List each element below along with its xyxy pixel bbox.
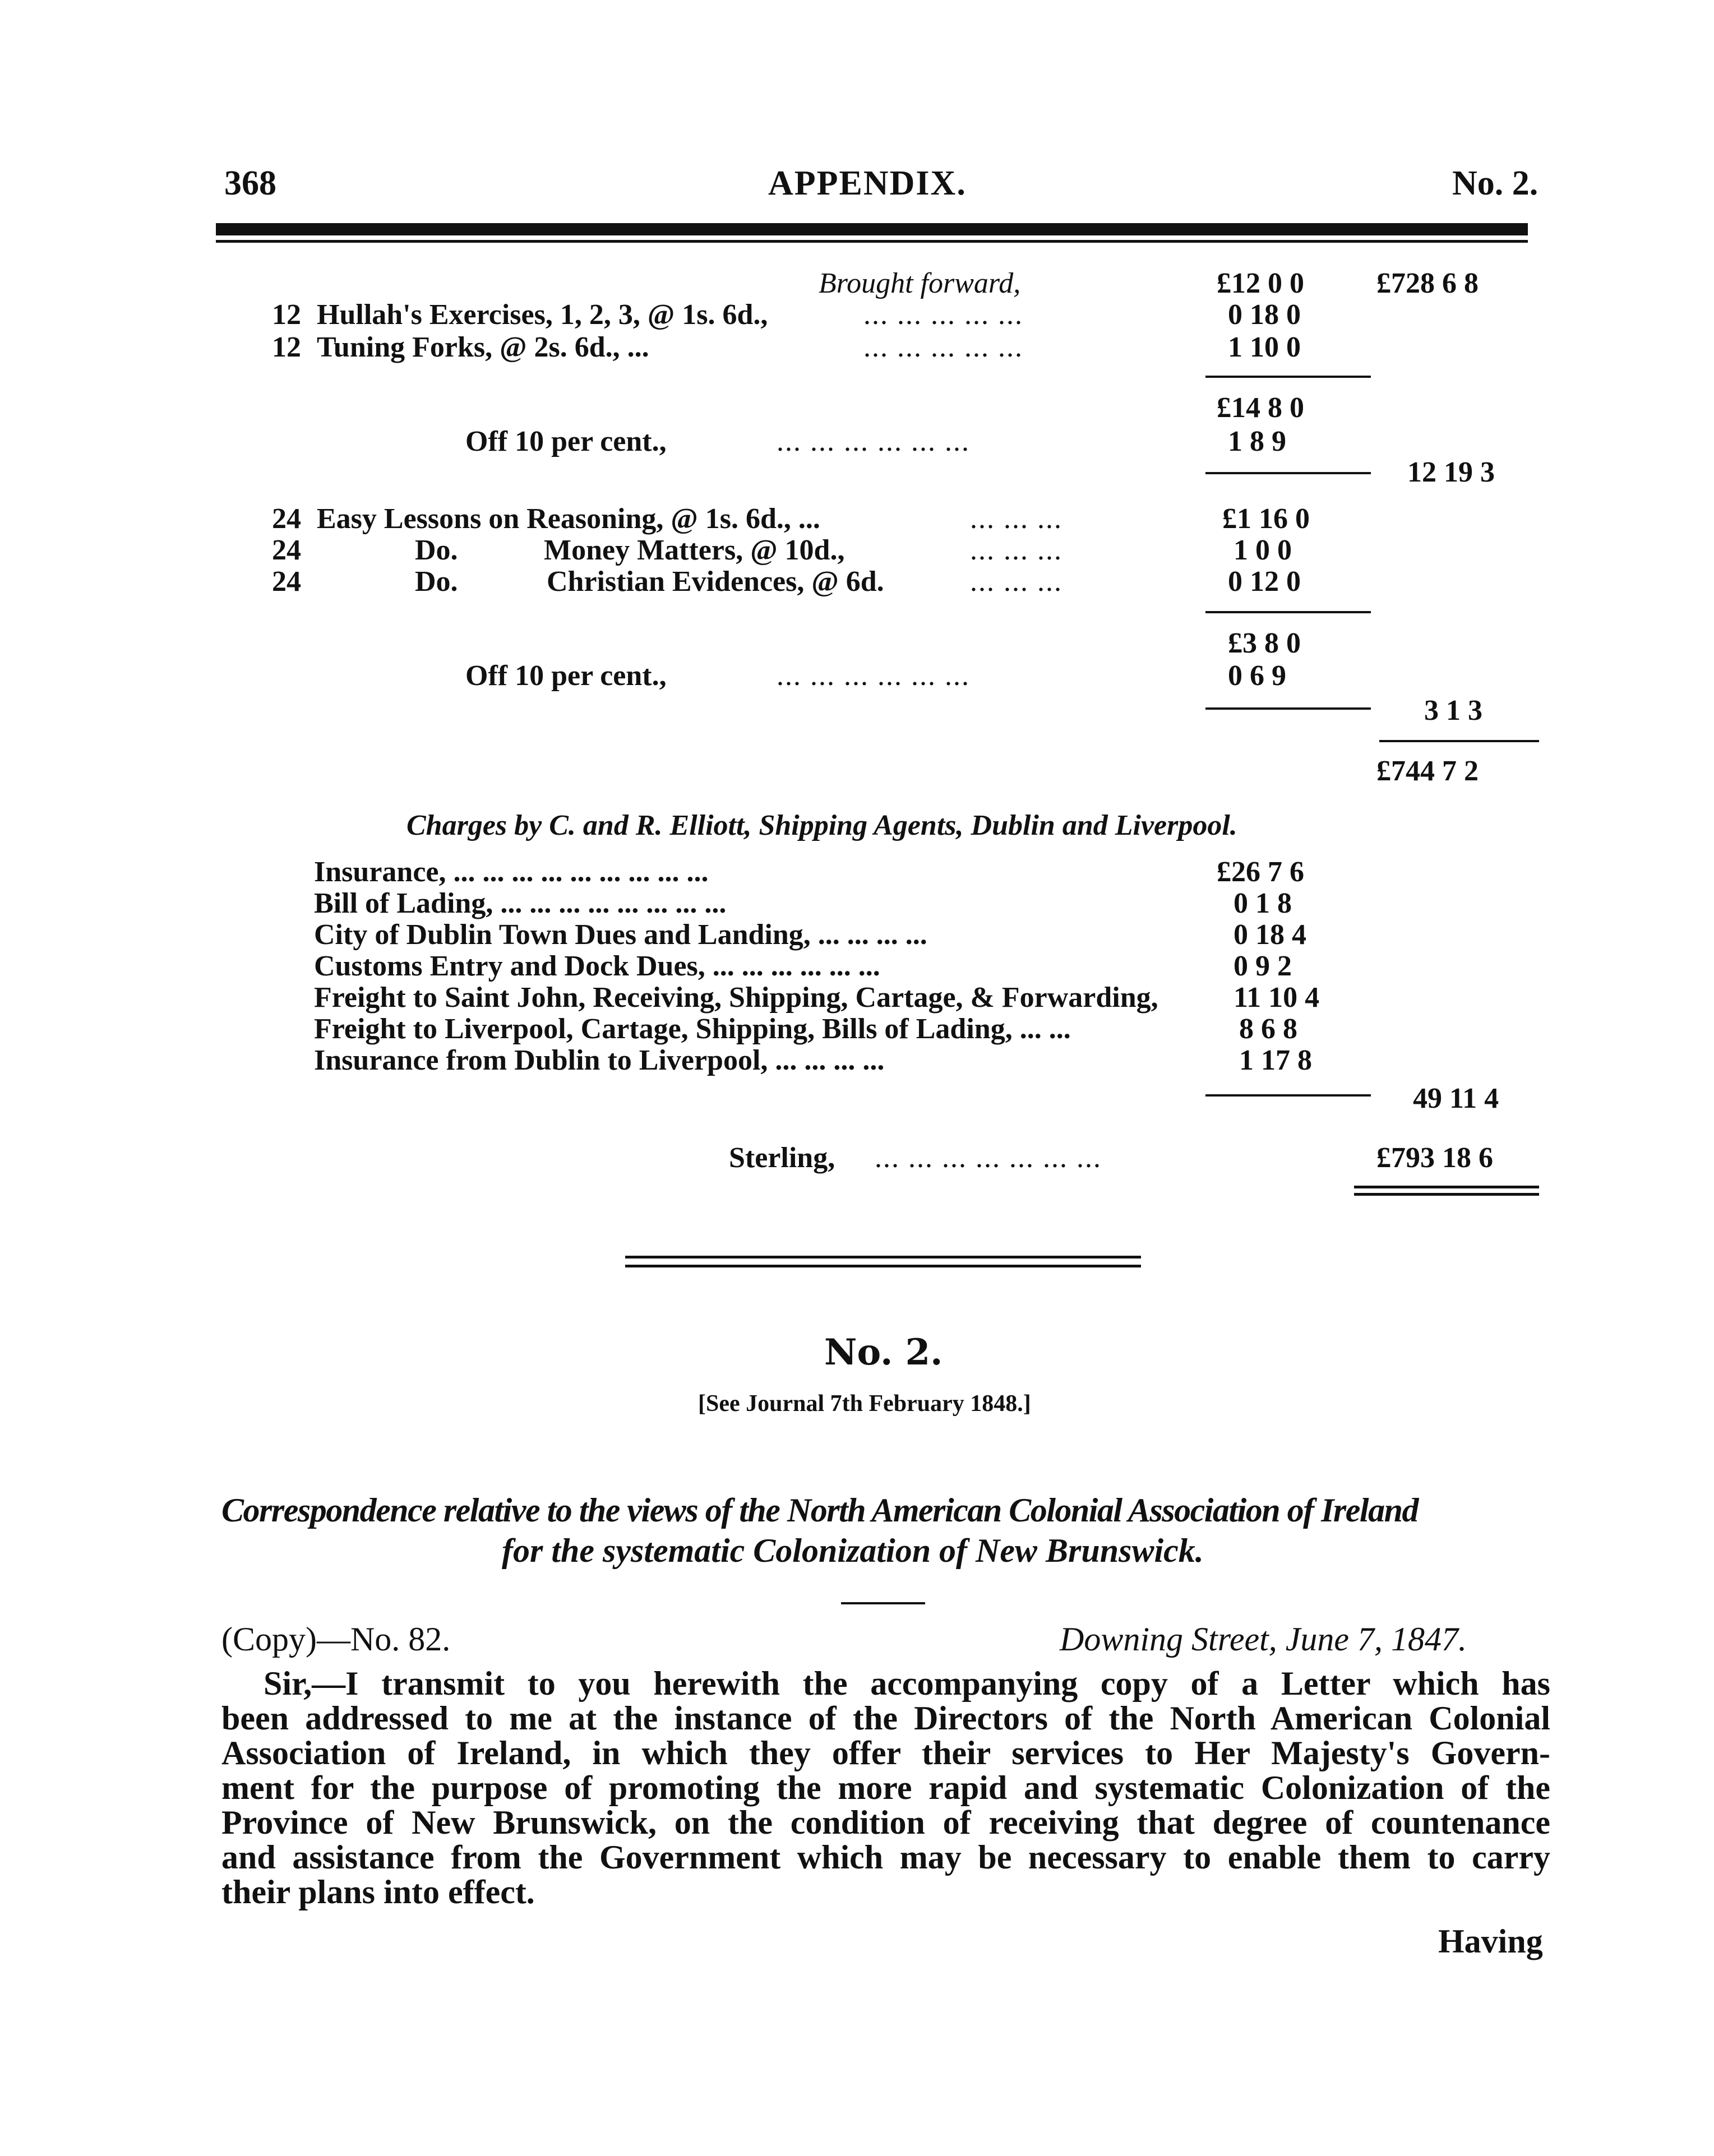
journal-reference: [See Journal 7th February 1848.] [698, 1391, 1031, 1417]
discount-b-amount: 0 6 9 [1228, 660, 1286, 692]
correspondence-title-line2: for the systematic Colonization of New Brunswick. [502, 1532, 1204, 1569]
charges-title: Charges by C. and R. Elliott, Shipping Agents, Dublin and Liverpool. [406, 809, 1237, 841]
charge-desc: Freight to Liverpool, Cartage, Shipping, Bills of Lading, ... ... [314, 1013, 1071, 1045]
discount-a-label: Off 10 per cent., [465, 425, 667, 457]
letter-line: their plans into effect. [221, 1873, 535, 1910]
brought-forward-amount: £12 0 0 [1217, 267, 1304, 299]
sum-rule [1205, 472, 1371, 474]
charge-amount: 8 6 8 [1239, 1013, 1297, 1045]
item-desc: Do. [415, 566, 458, 598]
leader-dots: ... ... ... ... ... ... ... [875, 1142, 1102, 1174]
leader-dots: ... ... ... ... ... [863, 331, 1023, 363]
letter-place-date: Downing Street, June 7, 1847. [1060, 1621, 1467, 1658]
letter-line: and assistance from the Government which may be necessary to enable them to carry [221, 1839, 1550, 1876]
charge-desc: Insurance from Dublin to Liverpool, ... ... ... ... [314, 1044, 885, 1076]
letter-line: Association of Ireland, in which they offer their services to Her Majesty's Govern- [221, 1734, 1550, 1771]
catchword: Having [1438, 1923, 1543, 1960]
leader-dots: ... ... ... ... ... ... [777, 660, 970, 692]
subtotal-a: £14 8 0 [1217, 392, 1304, 424]
letter-line: Province of New Brunswick, on the condition of receiving that degree of countenance [221, 1804, 1550, 1841]
page-number: 368 [224, 164, 276, 202]
charge-amount: 1 17 8 [1239, 1044, 1312, 1076]
item-amount: £1 16 0 [1222, 503, 1310, 535]
section-separator [625, 1256, 1141, 1259]
sum-rule [1205, 707, 1371, 710]
sum-rule [1205, 376, 1371, 378]
net-b: 3 1 3 [1424, 695, 1482, 727]
short-rule [841, 1602, 925, 1604]
item-qty: 24 [272, 534, 301, 566]
correspondence-title-line1: Correspondence relative to the views of the North American Colonial Association of Ireland [221, 1492, 1418, 1529]
net-a: 12 19 3 [1407, 456, 1495, 488]
item-desc: Do. [415, 534, 458, 566]
charge-desc: Customs Entry and Dock Dues, ... ... ... ... ... ... [314, 950, 880, 982]
leader-dots: ... ... ... [970, 566, 1062, 598]
item-desc-detail: Money Matters, @ 10d., [544, 534, 845, 566]
brought-forward-label: Brought forward, [819, 267, 1021, 299]
leader-dots: ... ... ... ... ... ... [777, 425, 970, 457]
leader-dots: ... ... ... [970, 503, 1062, 535]
sum-rule [1205, 611, 1371, 613]
header-rule [216, 223, 1528, 235]
letter-line: been addressed to me at the instance of the Directors of the North American Colonial [221, 1700, 1550, 1737]
subtotal-b: £3 8 0 [1228, 627, 1301, 659]
charge-desc: Freight to Saint John, Receiving, Shipping, Cartage, & Forwarding, [314, 982, 1158, 1014]
section-number: No. 2. [1452, 164, 1539, 202]
brought-forward-carried: £728 6 8 [1376, 267, 1479, 299]
item-qty: 24 [272, 566, 301, 598]
charge-amount: £26 7 6 [1217, 856, 1304, 888]
charge-amount: 0 1 8 [1233, 887, 1292, 919]
leader-dots: ... ... ... [970, 534, 1062, 566]
charge-desc: Insurance, ... ... ... ... ... ... ... ... ... [314, 856, 709, 888]
charge-amount: 0 18 4 [1233, 919, 1306, 951]
item-amount: 0 12 0 [1228, 566, 1301, 598]
sterling-label: Sterling, [729, 1142, 835, 1174]
double-rule [1354, 1186, 1539, 1188]
double-rule [1354, 1193, 1539, 1196]
running-title: APPENDIX. [768, 164, 967, 202]
item-amount: 1 10 0 [1228, 331, 1301, 363]
item-qty: 12 [272, 299, 301, 331]
sterling-amount: £793 18 6 [1376, 1142, 1493, 1174]
item-qty: 12 [272, 331, 301, 363]
discount-a-amount: 1 8 9 [1228, 425, 1286, 457]
header-rule-thin [216, 240, 1528, 243]
letter-ref: (Copy)—No. 82. [221, 1621, 451, 1658]
charge-amount: 0 9 2 [1233, 950, 1292, 982]
charge-amount: 11 10 4 [1233, 982, 1320, 1014]
total-1: £744 7 2 [1376, 755, 1479, 787]
letter-line: Sir,—I transmit to you herewith the accompanying copy of a Letter which has [264, 1665, 1550, 1702]
item-desc: Easy Lessons on Reasoning, @ 1s. 6d., ... [317, 503, 820, 535]
section-heading: No. 2. [824, 1331, 943, 1373]
item-desc-detail: Christian Evidences, @ 6d. [547, 566, 884, 598]
leader-dots: ... ... ... ... ... [863, 299, 1023, 331]
section-separator [625, 1265, 1141, 1267]
discount-b-label: Off 10 per cent., [465, 660, 667, 692]
sum-rule [1379, 740, 1539, 742]
item-amount: 1 0 0 [1233, 534, 1292, 566]
charge-desc: City of Dublin Town Dues and Landing, ... ... ... ... [314, 919, 927, 951]
item-desc: Tuning Forks, @ 2s. 6d., ... [317, 331, 649, 363]
item-qty: 24 [272, 503, 301, 535]
charges-total: 49 11 4 [1413, 1082, 1499, 1114]
letter-line: ment for the purpose of promoting the more rapid and systematic Colonization of the [221, 1769, 1550, 1806]
sum-rule [1205, 1094, 1371, 1096]
charge-desc: Bill of Lading, ... ... ... ... ... ... ... ... [314, 887, 727, 919]
item-amount: 0 18 0 [1228, 299, 1301, 331]
item-desc: Hullah's Exercises, 1, 2, 3, @ 1s. 6d., [317, 299, 768, 331]
